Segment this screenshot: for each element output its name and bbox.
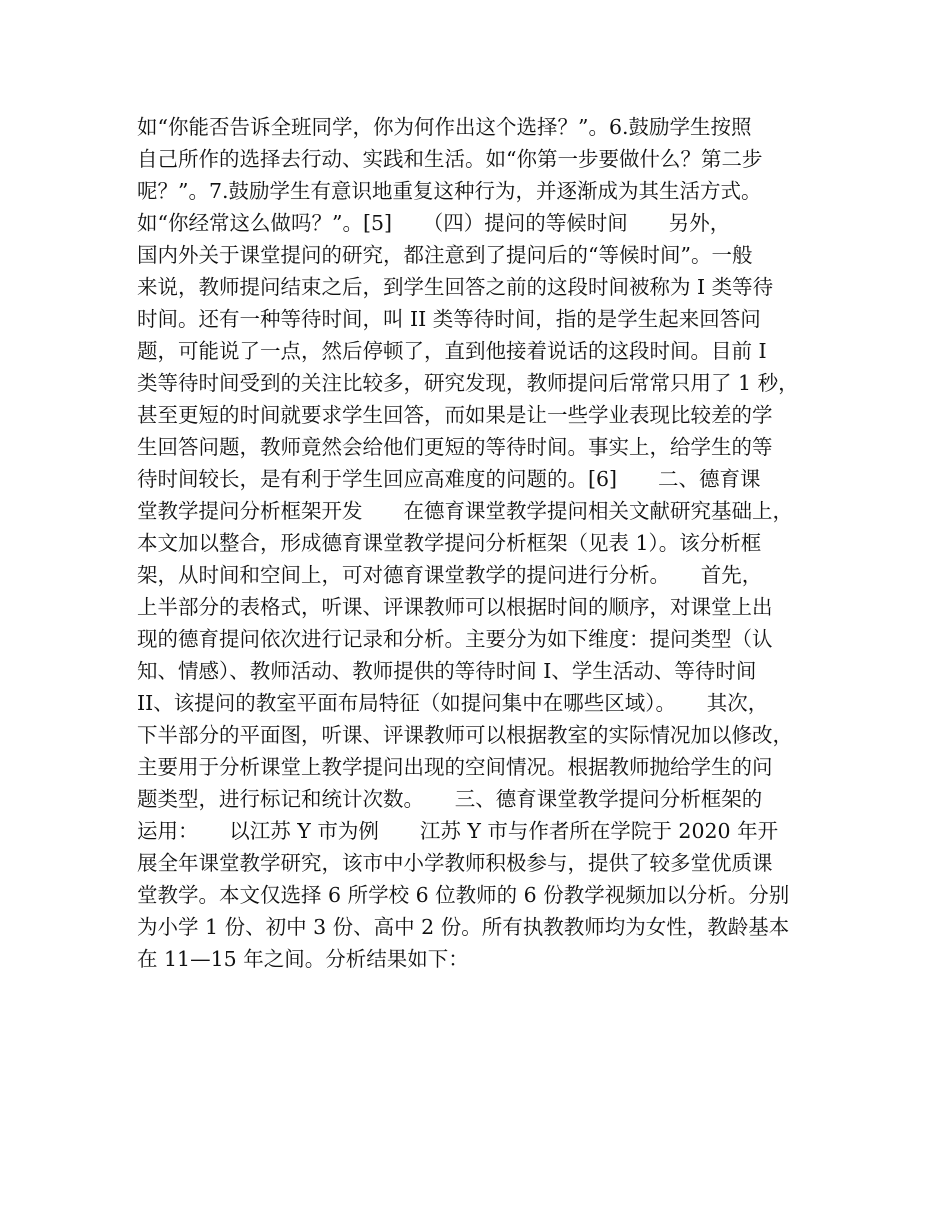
text-line: 来说，教师提问结束之后，到学生回答之前的这段时间被称为 I 类等待 bbox=[137, 275, 774, 299]
text-line: 如“你经常这么做吗？”。[5] （四）提问的等候时间 另外， bbox=[137, 211, 731, 235]
text-line: 展全年课堂教学研究，该市中小学教师积极参与，提供了较多堂优质课 bbox=[137, 851, 773, 875]
text-line: 呢？”。7.鼓励学生有意识地重复这种行为，并逐渐成为其生活方式。 bbox=[137, 179, 762, 203]
text-line: 运用： 以江苏 Y 市为例 江苏 Y 市与作者所在学院于 2020 年开 bbox=[137, 819, 779, 843]
text-line: 如“你能否告诉全班同学，你为何作出这个选择？”。6.鼓励学生按照 bbox=[137, 115, 752, 139]
text-line: 下半部分的平面图，听课、评课教师可以根据教室的实际情况加以修改， bbox=[137, 723, 793, 747]
body-text bbox=[137, 111, 827, 975]
text-line: 本文加以整合，形成德育课堂教学提问分析框架（见表 1）。该分析框 bbox=[137, 531, 762, 555]
text-line: 待时间较长，是有利于学生回应高难度的问题的。[6] 二、德育课 bbox=[137, 467, 761, 491]
text-line: 知、情感）、教师活动、教师提供的等待时间 I、学生活动、等待时间 bbox=[137, 659, 757, 683]
text-line: 主要用于分析课堂上教学提问出现的空间情况。根据教师抛给学生的问 bbox=[137, 755, 773, 779]
text-line: 堂教学提问分析框架开发 在德育课堂教学提问相关文献研究基础上， bbox=[137, 499, 793, 523]
text-line: 现的德育提问依次进行记录和分析。主要分为如下维度：提问类型（认 bbox=[137, 627, 773, 651]
text-line: 为小学 1 份、初中 3 份、高中 2 份。所有执教教师均为女性，教龄基本 bbox=[137, 915, 790, 939]
text-line: 时间。还有一种等待时间，叫 II 类等待时间，指的是学生起来回答问 bbox=[137, 307, 761, 331]
text-line: 类等待时间受到的关注比较多，研究发现，教师提问后常常只用了 1 秒， bbox=[137, 371, 799, 395]
text-line: 生回答问题，教师竟然会给他们更短的等待时间。事实上，给学生的等 bbox=[137, 435, 773, 459]
text-line: 堂教学。本文仅选择 6 所学校 6 位教师的 6 份教学视频加以分析。分别 bbox=[137, 883, 790, 907]
text-line: 在 11—15 年之间。分析结果如下： bbox=[137, 947, 469, 971]
text-line: 题类型，进行标记和统计次数。 三、德育课堂教学提问分析框架的 bbox=[137, 787, 763, 811]
text-line: 国内外关于课堂提问的研究，都注意到了提问后的“等候时间”。一般 bbox=[137, 243, 753, 267]
text-line: 甚至更短的时间就要求学生回答，而如果是让一些学业表现比较差的学 bbox=[137, 403, 773, 427]
text-line: 架，从时间和空间上，可对德育课堂教学的提问进行分析。 首先， bbox=[137, 563, 763, 587]
text-line: 题，可能说了一点，然后停顿了，直到他接着说话的这段时间。目前 I bbox=[137, 339, 767, 363]
text-line: II、该提问的教室平面布局特征（如提问集中在哪些区域）。 其次， bbox=[137, 691, 769, 715]
text-line: 自己所作的选择去行动、实践和生活。如“你第一步要做什么？第二步 bbox=[137, 147, 763, 171]
text-line: 上半部分的表格式，听课、评课教师可以根据时间的顺序，对课堂上出 bbox=[137, 595, 773, 619]
